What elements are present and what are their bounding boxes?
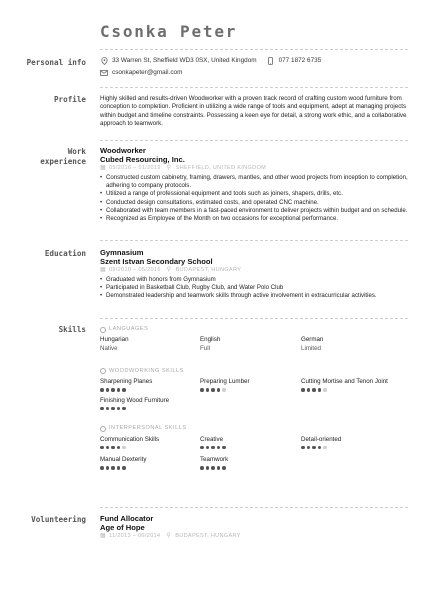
- skill-item: [100, 378, 200, 392]
- rating-dot-filled: [301, 446, 305, 450]
- address: 33 Warren St, Sheffield WD3 0SX, United Kingdom: [112, 57, 257, 64]
- language-item: [301, 336, 408, 352]
- calendar-icon: ▦: [100, 267, 106, 273]
- skill-name: Creative: [200, 435, 224, 443]
- rating-dot-filled: [111, 388, 115, 392]
- location-pin-icon: ⚲: [166, 165, 172, 171]
- skills-category-woodworking: [100, 368, 408, 375]
- work-entry: [100, 147, 408, 223]
- rating-dot-filled: [122, 407, 126, 411]
- calendar-icon: ▦: [100, 533, 106, 539]
- divider: [100, 507, 408, 508]
- skill-name: Teamwork: [200, 456, 229, 464]
- location-pin-icon: [100, 57, 108, 65]
- language-level: Limited: [301, 344, 321, 352]
- rating-dot-filled: [206, 466, 210, 470]
- list-item: • Utilized a range of professional equipment and tools such as joiners, shapers, drills, etc.: [100, 190, 408, 198]
- rating-dot-filled: [318, 388, 322, 392]
- skill-name: Communication Skills: [100, 435, 160, 443]
- list-item: • Collaborated with team members in a fast-paced environment to deliver projects within budget and on schedule.: [100, 207, 408, 215]
- job-bullets: [100, 174, 408, 223]
- rating-dot-filled: [106, 388, 110, 392]
- education-entry: [100, 249, 408, 301]
- list-item: • Constructed custom cabinetry, framing, drawers, mantles, and other wood projects from inception to completion, adhering to company protocols.: [100, 174, 408, 190]
- woodworking-grid: [100, 378, 408, 410]
- skill-item: [200, 456, 301, 470]
- education-location: BUDAPEST, HUNGARY: [175, 267, 242, 273]
- skill-rating: [200, 388, 301, 392]
- circle-icon: [100, 327, 106, 333]
- rating-dot-filled: [117, 388, 121, 392]
- skill-rating: [301, 388, 408, 392]
- divider: [100, 240, 408, 241]
- skill-item: [301, 378, 408, 392]
- section-label-line: experience: [40, 156, 86, 166]
- language-item: [100, 336, 200, 352]
- language-grid: [100, 336, 408, 352]
- rating-dot-filled: [106, 407, 110, 411]
- section-label-line: Work: [67, 147, 86, 156]
- skills-category-interpersonal: [100, 425, 408, 432]
- volunteer-dates: 11/2013 – 06/2014: [109, 533, 161, 539]
- rating-dot-filled: [312, 388, 316, 392]
- personal-info-section: [100, 57, 408, 77]
- education-meta: [100, 267, 408, 275]
- volunteer-meta: [100, 533, 408, 541]
- rating-dot-filled: [100, 388, 104, 392]
- rating-dot-filled: [217, 446, 221, 450]
- language-name: German: [301, 336, 324, 344]
- category-title: LANGUAGES: [109, 326, 149, 332]
- language-name: Hungarian: [100, 336, 129, 344]
- company-name: Cubed Resourcing, Inc.: [100, 154, 185, 164]
- rating-dot-filled: [206, 446, 210, 450]
- skill-rating: [301, 446, 408, 450]
- job-title: Woodworker: [100, 146, 146, 155]
- rating-dot-filled: [106, 466, 110, 470]
- rating-dot-filled: [301, 388, 305, 392]
- section-label-work-experience: [0, 147, 86, 167]
- rating-dot-filled: [122, 388, 126, 392]
- rating-dot-filled: [307, 388, 311, 392]
- location-pin-icon: ⚲: [166, 533, 171, 539]
- resume-name: Csonka Peter: [100, 22, 238, 41]
- language-name: English: [200, 336, 221, 344]
- section-label-skills: Skills: [58, 325, 86, 334]
- skill-rating: [100, 466, 200, 470]
- rating-dot-filled: [111, 466, 115, 470]
- rating-dot-filled: [106, 446, 110, 450]
- rating-dot-filled: [117, 407, 121, 411]
- job-meta: [100, 165, 408, 173]
- contact-row: [100, 57, 408, 66]
- category-title: WOODWORKING SKILLS: [109, 367, 184, 374]
- divider: [100, 87, 408, 88]
- skill-item: [100, 436, 200, 450]
- job-location: SHEFFIELD, UNITED KINGDOM: [175, 165, 267, 171]
- rating-dot-filled: [217, 466, 221, 470]
- volunteer-location: BUDAPEST, HUNGARY: [175, 533, 241, 539]
- skill-item: [100, 456, 200, 470]
- skill-item: [200, 378, 301, 392]
- education-dates: 09/2010 – 05/2016: [109, 267, 161, 273]
- skill-rating: [200, 446, 301, 450]
- section-label-volunteering: Volunteering: [31, 515, 86, 524]
- skill-name: Finishing Wood Furniture: [100, 396, 170, 404]
- job-dates: 05/2016 – 01/2019: [109, 165, 161, 171]
- rating-dot-empty: [222, 388, 226, 392]
- skills-category-languages: [100, 326, 408, 333]
- skill-item: [200, 436, 301, 450]
- rating-dot-filled: [200, 388, 204, 392]
- volunteer-org: Age of Hope: [100, 522, 145, 532]
- list-item: • Recognized as Employee of the Month on two occasions for exceptional performance.: [100, 215, 408, 223]
- language-item: [200, 336, 301, 352]
- rating-dot-filled: [111, 407, 115, 411]
- section-label-personal-info: Personal info: [26, 58, 86, 67]
- rating-dot-filled: [117, 446, 121, 450]
- skill-name: Preparing Lumber: [200, 378, 250, 385]
- language-level: Native: [100, 344, 118, 352]
- skill-name: Detail-oriented: [301, 435, 342, 443]
- rating-dot-filled: [100, 466, 104, 470]
- skill-name: Sharpening Planes: [100, 378, 153, 385]
- rating-dot-filled: [200, 446, 204, 450]
- language-level: Full: [200, 344, 210, 352]
- rating-dot-filled: [307, 446, 311, 450]
- rating-dot-filled: [312, 446, 316, 450]
- rating-dot-filled: [100, 446, 104, 450]
- skill-rating: [200, 466, 301, 470]
- rating-dot-filled: [200, 466, 204, 470]
- divider: [100, 140, 408, 141]
- rating-dot-filled: [122, 466, 126, 470]
- skill-name: Cutting Mortise and Tenon Joint: [301, 378, 388, 385]
- location-pin-icon: ⚲: [166, 267, 172, 273]
- section-label-education: Education: [44, 249, 86, 258]
- school-name: Szent Istvan Secondary School: [100, 256, 213, 266]
- calendar-icon: ▦: [100, 165, 106, 171]
- skill-name: Manual Dexterity: [100, 456, 147, 464]
- skill-rating: [100, 388, 200, 392]
- phone-icon: [267, 57, 275, 65]
- skill-item: [100, 397, 200, 411]
- volunteering-entry: [100, 515, 408, 541]
- category-title: INTERPERSONAL SKILLS: [109, 425, 187, 432]
- section-label-profile: Profile: [53, 95, 86, 104]
- rating-dot-filled: [111, 446, 115, 450]
- list-item: • Demonstrated leadership and teamwork skills through active involvement in extracurricular activities.: [100, 292, 408, 300]
- divider: [100, 49, 408, 50]
- rating-dot-filled: [117, 466, 121, 470]
- rating-dot-filled: [211, 446, 215, 450]
- circle-icon: [100, 368, 106, 374]
- degree-title: Gymnasium: [100, 248, 144, 257]
- phone: 077 1872 6735: [278, 57, 322, 64]
- volunteer-title: Fund Allocator: [100, 514, 154, 523]
- rating-dot-filled: [318, 446, 322, 450]
- envelope-icon: [100, 69, 108, 77]
- rating-dot-empty: [323, 388, 327, 392]
- list-item: • Conducted design consultations, estimated costs, and operated CNC machine.: [100, 199, 408, 207]
- email: csonkapeter@gmail.com: [112, 68, 183, 76]
- rating-dot-filled: [211, 388, 215, 392]
- profile-text: Highly skilled and results-driven Woodworker with a proven track record of crafting custom wood furniture from conception to completion. Proficient in utilizing a wide range of tools and equipment, adept at managing projects within budget and timeline constraints. Possessing a keen eye for detail, a strong work ethic, and a collaborative approach to teamwork.: [100, 95, 407, 128]
- education-bullets: [100, 276, 408, 301]
- rating-dot-filled: [222, 446, 226, 450]
- skill-rating: [100, 407, 200, 411]
- list-item: • Graduated with honors from Gymnasium: [100, 276, 408, 284]
- rating-dot-empty: [323, 446, 327, 450]
- rating-dot-filled: [211, 466, 215, 470]
- rating-dot-filled: [206, 388, 210, 392]
- rating-dot-filled: [217, 388, 221, 392]
- divider: [100, 318, 408, 319]
- rating-dot-filled: [222, 466, 226, 470]
- rating-dot-filled: [100, 407, 104, 411]
- skill-rating: [100, 446, 200, 450]
- rating-dot-empty: [122, 446, 126, 450]
- contact-row: [100, 69, 408, 78]
- interpersonal-grid: [100, 436, 408, 470]
- skill-item: [301, 436, 408, 450]
- skills-section: [100, 326, 408, 470]
- circle-icon: [100, 426, 106, 432]
- list-item: • Participated in Basketball Club, Rugby Club, and Water Polo Club: [100, 284, 408, 292]
